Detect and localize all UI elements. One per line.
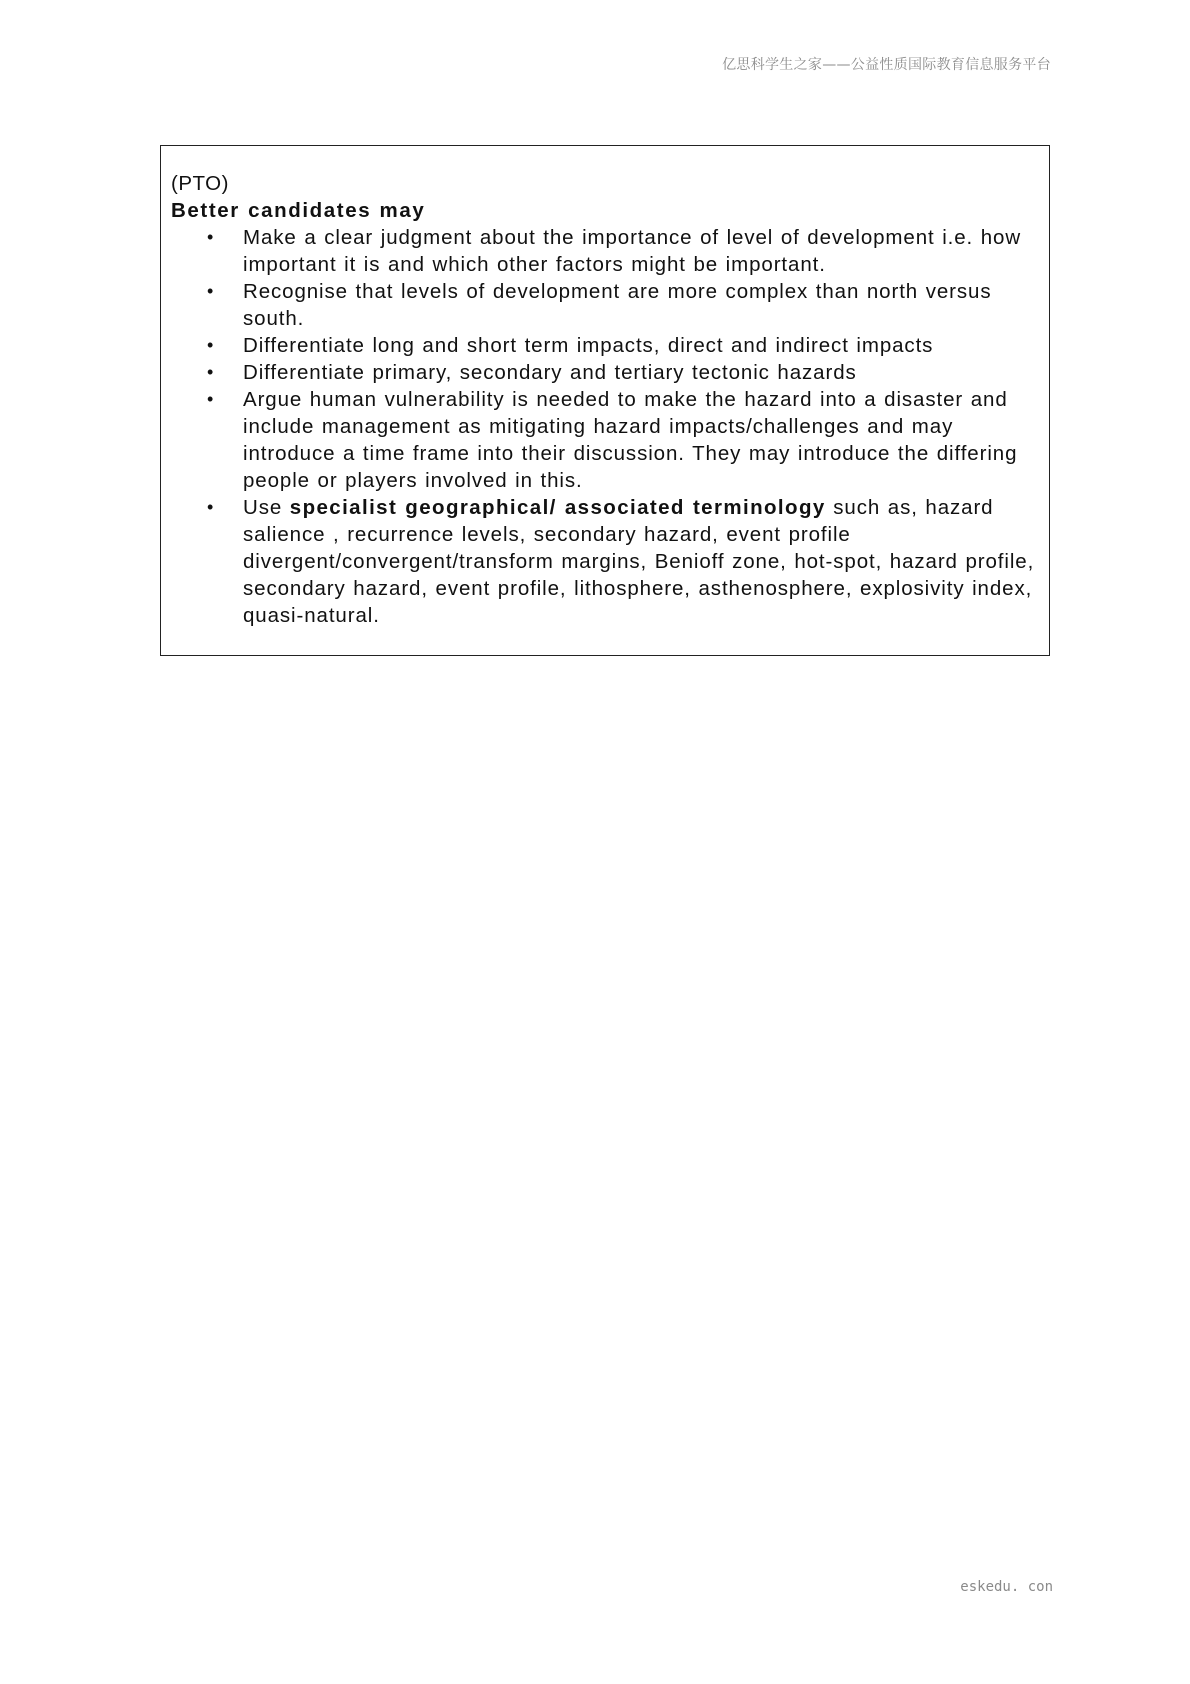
page-header: 亿思科学生之家——公益性质国际教育信息服务平台 <box>722 57 1051 73</box>
list-item <box>171 278 1039 332</box>
bullet-icon: • <box>207 497 215 517</box>
section-heading: Better candidates may <box>171 199 426 222</box>
list-item-text: Differentiate primary, secondary and tertiary tectonic hazards <box>243 361 857 384</box>
bullet-icon: • <box>207 389 215 409</box>
bullet-icon: • <box>207 362 215 382</box>
list-item <box>171 494 1039 629</box>
pto-label: (PTO) <box>171 172 229 195</box>
list-item <box>171 332 1039 359</box>
list-item <box>171 224 1039 278</box>
list-item-text: Recognise that levels of development are more complex than north versus south. <box>243 280 992 330</box>
list-item-text-prefix: Use <box>243 496 290 519</box>
page-footer: eskedu. con <box>960 1579 1053 1595</box>
bullet-icon: • <box>207 281 215 301</box>
list-item-text-bold: specialist geographical/ associated terminology <box>289 496 826 519</box>
list-item <box>171 386 1039 494</box>
list-item-text: Argue human vulnerability is needed to make the hazard into a disaster and include management as mitigating hazard impacts/challenges and may introduce a time frame into their discussion. They may introduce the differing people or players involved in this. <box>243 388 1018 492</box>
criteria-list <box>171 224 1039 629</box>
list-item <box>171 359 1039 386</box>
bullet-icon: • <box>207 227 215 247</box>
bullet-icon: • <box>207 335 215 355</box>
list-item-text: Make a clear judgment about the importance of level of development i.e. how important it is and which other factors might be important. <box>243 226 1022 276</box>
mark-scheme-box <box>160 145 1050 656</box>
list-item-text: Differentiate long and short term impacts, direct and indirect impacts <box>243 334 934 357</box>
list-item-text-suffix: such as, hazard salience , recurrence levels, secondary hazard, event profile divergent/convergent/transform margins, Benioff zone, hot-spot, hazard profile, secondary hazard, event profile, lithosphere, asthenosphere, explosivity index, quasi-natural. <box>243 496 1035 627</box>
